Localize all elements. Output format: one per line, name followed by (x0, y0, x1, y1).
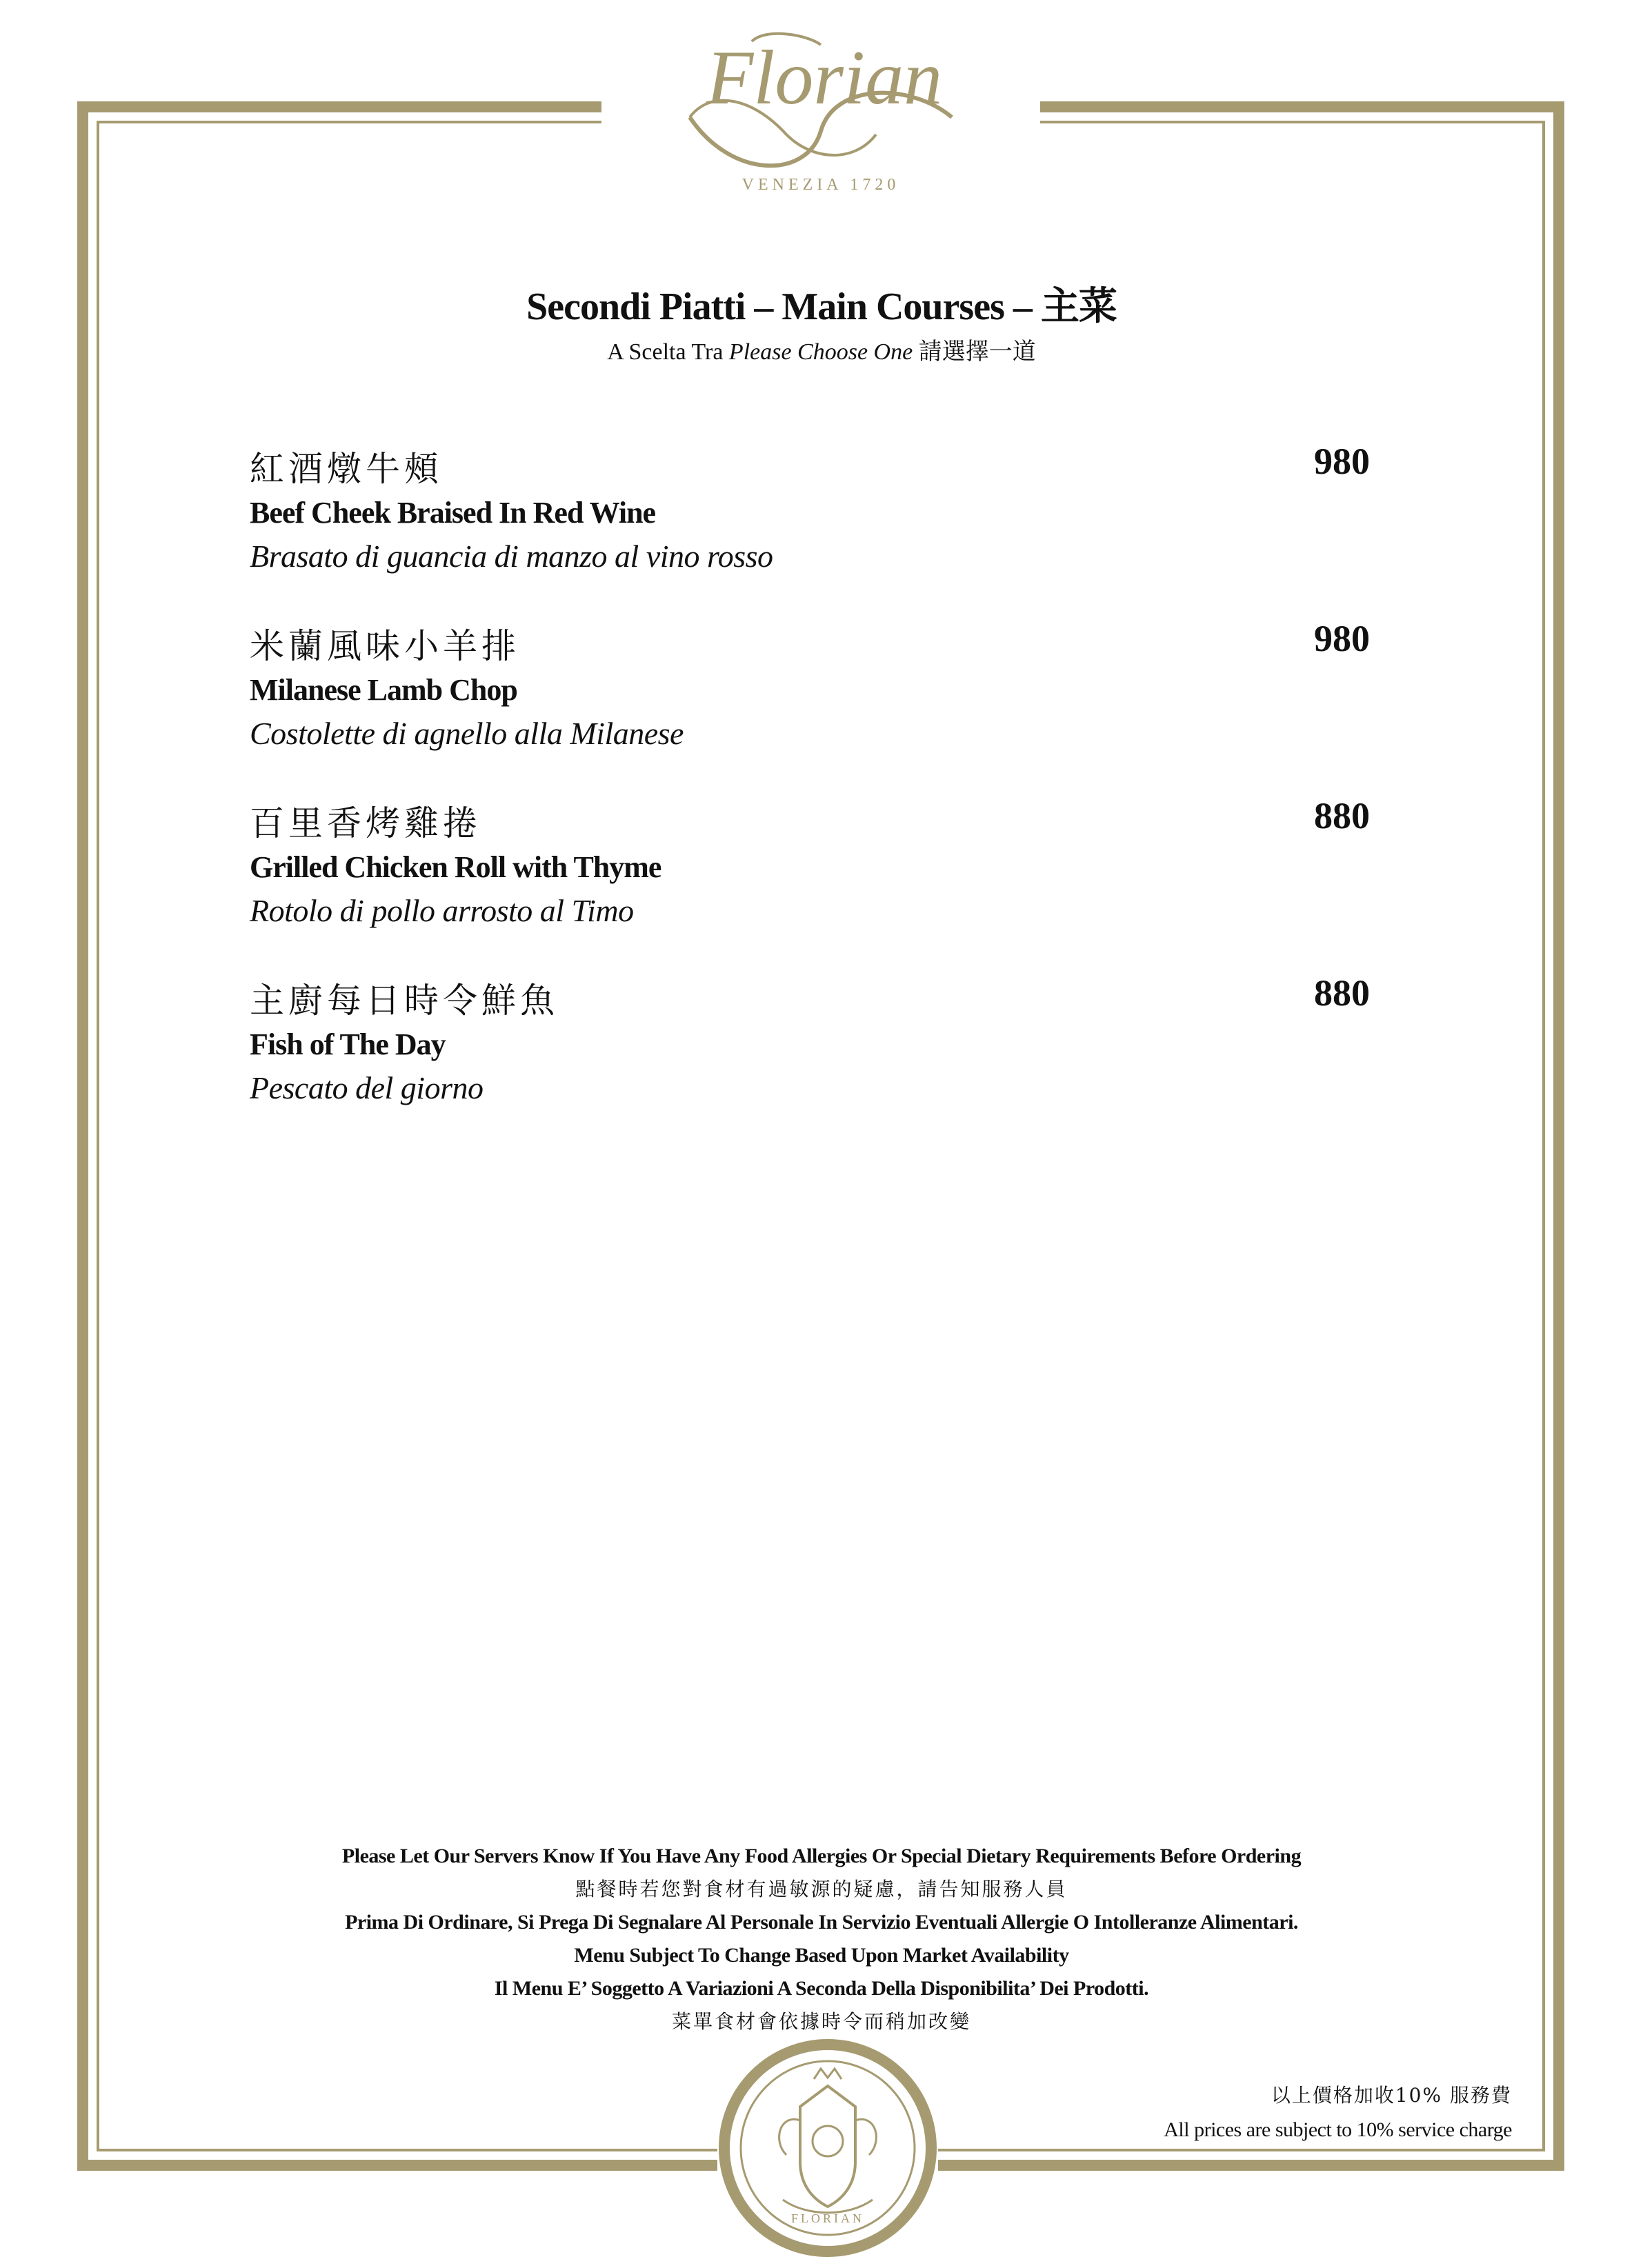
note-change-zh: 菜單食材會依據時令而稍加改變 (671, 2010, 971, 2033)
dish-name-en: Beef Cheek Braised In Red Wine (250, 496, 656, 530)
dish-price: 980 (1314, 618, 1370, 659)
dish-name-en: Fish of The Day (250, 1027, 446, 1061)
page-title: Secondi Piatti – Main Courses – 主菜 (526, 285, 1117, 328)
note-allergy-it: Prima Di Ordinare, Si Prega Di Segnalare Al Personale In Servizio Eventuali Allergie O Intolleranze Alimentari. (345, 1911, 1298, 1934)
note-allergy-zh: 點餐時若您對食材有過敏源的疑慮，請告知服務人員 (575, 1878, 1068, 1900)
subtitle-italic: Please Choose One (728, 339, 913, 365)
dish-name-it: Rotolo di pollo arrosto al Timo (250, 893, 634, 928)
menu-item (250, 973, 1408, 1138)
florian-seal (717, 2038, 938, 2258)
dish-price: 980 (1314, 441, 1370, 482)
dish-name-zh: 百里香烤雞捲 (250, 803, 481, 843)
menu-item (250, 441, 1408, 607)
dish-name-it: Costolette di agnello alla Milanese (250, 716, 684, 751)
subtitle-cjk: 請選擇一道 (918, 338, 1036, 365)
dish-name-zh: 主廚每日時令鮮魚 (250, 981, 559, 1021)
dish-name-en: Milanese Lamb Chop (250, 673, 517, 707)
note-change-en: Menu Subject To Change Based Upon Market Availability (574, 1944, 1069, 1967)
service-charge-en: All prices are subject to 10% service charge (1164, 2118, 1512, 2141)
service-charge (1164, 2078, 1512, 2147)
dish-name-en: Grilled Chicken Roll with Thyme (250, 850, 661, 884)
dish-name-it: Brasato di guancia di manzo al vino rosso (250, 539, 773, 574)
dish-name-it: Pescato del giorno (250, 1070, 484, 1105)
allergy-notes (0, 1840, 1643, 2038)
dish-price: 880 (1314, 972, 1370, 1014)
note-change-it: Il Menu E’ Soggetto A Variazioni A Seconda Della Disponibilita’ Dei Prodotti. (494, 1977, 1149, 2000)
florian-logo (648, 14, 993, 214)
service-charge-zh: 以上價格加收10% 服務費 (1271, 2084, 1512, 2107)
subtitle-plain: A Scelta Tra (607, 339, 724, 365)
menu-item (250, 796, 1408, 961)
note-allergy-en: Please Let Our Servers Know If You Have Any Food Allergies Or Special Dietary Requirements Before Ordering (341, 1845, 1302, 1867)
dish-name-zh: 紅酒燉牛頰 (250, 449, 443, 489)
dish-name-zh: 米蘭風味小羊排 (250, 626, 520, 666)
logo-tagline: VENEZIA 1720 (741, 176, 900, 194)
page-subtitle (0, 332, 1643, 366)
menu-item (250, 619, 1408, 784)
seal-text: FLORIAN (790, 2211, 865, 2225)
dish-price: 880 (1314, 795, 1370, 836)
logo-wordmark: Florian (706, 35, 943, 121)
